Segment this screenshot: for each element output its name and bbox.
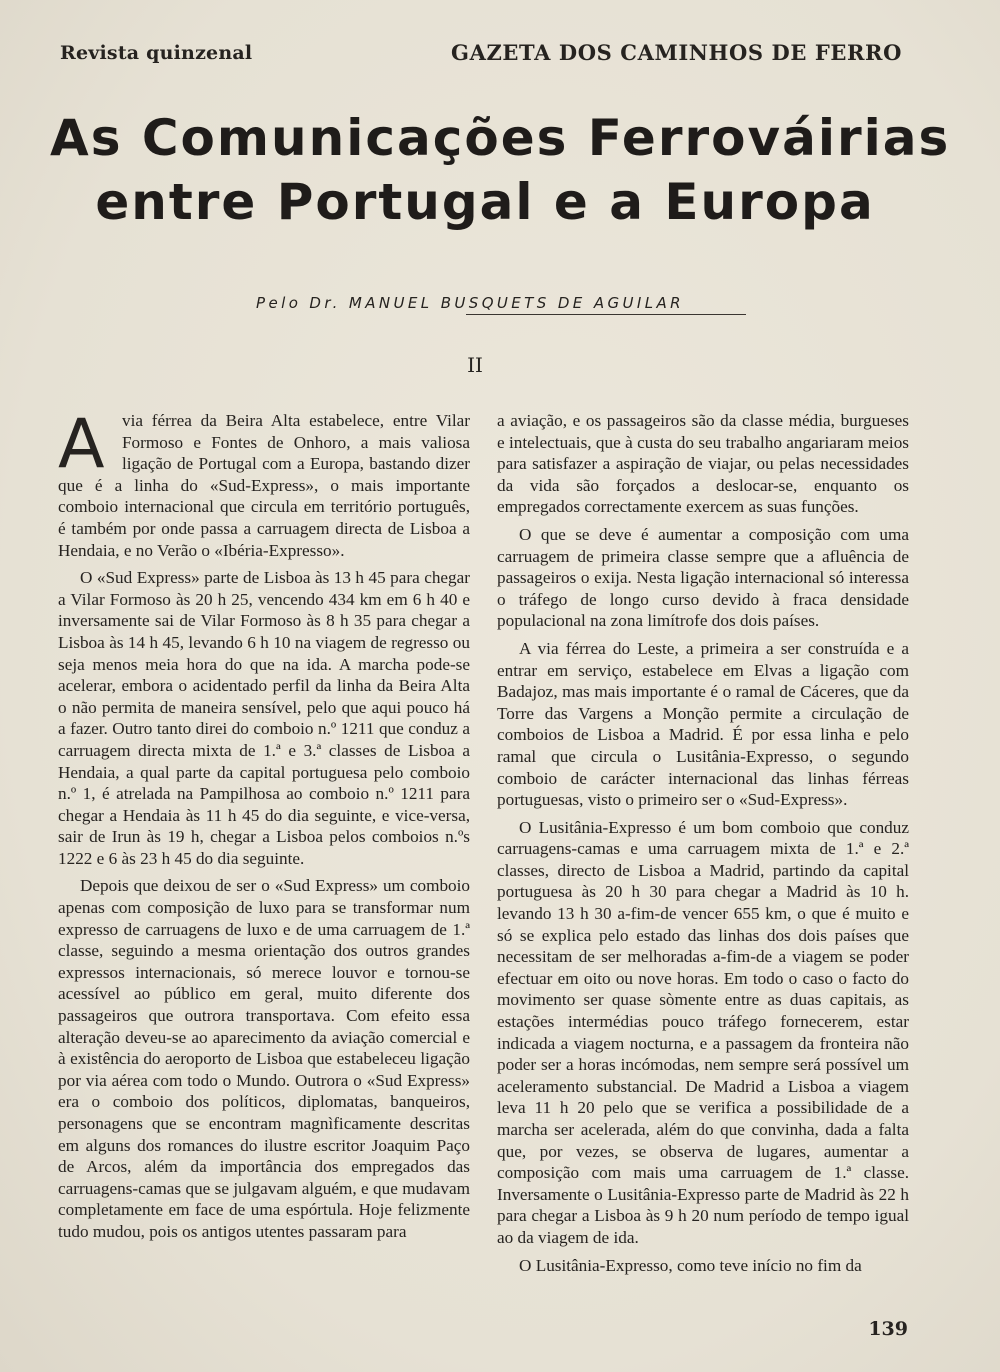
author-byline: Pelo Dr. MANUEL BUSQUETS DE AGUILAR	[256, 294, 684, 312]
paragraph: O «Sud Express» parte de Lisboa às 13 h 45 para chegar a Vilar Formoso às 20 h 25, vencendo 434 km em 6 h 40 e inversamente sai de Vilar Formoso às 8 h 35 para chegar a Lisboa às 14 h 45, levando 6 h 10 na viagem de regresso ou seja menos meia hora do que na ida. A marcha pode-se acelerar, embora o acidentado perfil da linha da Beira Alta o não permita de maneira sensível, pelo que aqui pouco há a fazer. Outro tanto direi do comboio n.º 1211 que conduz a carruagem directa mixta de 1.ª e 3.ª classes de Lisboa a Hendaia, a qual parte da capital portuguesa pelo comboio n.º 1, é atrelada na Pampilhosa ao comboio n.º 1211 para chegar a Hendaia às 11 h 45 do dia seguinte, e vice-versa, sair de Irun às 19 h, chegar a Lisboa pelos comboios n.ºs 1222 e 6 às 23 h 45 do dia seguinte.	[58, 568, 470, 868]
paragraph	[58, 405, 470, 561]
left-column	[58, 405, 470, 1249]
section-number: II	[467, 353, 483, 377]
paragraph: a aviação, e os passageiros são da classe média, burgueses e intelectuais, que à custa do seu trabalho angariaram meios para satisfazer a aspiração de viajar, ou pelas necessidades da vida são forçados a deslocar-se, enquanto os empregados correctamente exercem as suas funções.	[497, 411, 909, 517]
byline-underline	[466, 314, 746, 315]
paragraph: O Lusitânia-Expresso é um bom comboio que conduz carruagens-camas e uma carruagem mixta de 1.ª e 2.ª classes, directo de Lisboa a Madrid, partindo da capital portuguesa às 20 h 30 para chegar a Madrid às 10 h. levando 13 h 30 a-fim-de vencer 655 km, o que é muito e só se explica pelo estado das linhas dos dois países que necessitam de ser melhoradas a-fim-de a viagem se poder efectuar em oito ou nove horas. Em todo o caso o facto do movimento ser quase sòmente entre as duas capitais, as estações intermédias pouco tráfego fornecerem, estar indicada a viagem nocturna, e a passagem da fronteira não poder ser a horas incómodas, nem sempre será possível um aceleramento substancial. De Madrid a Lisboa a viagem leva 11 h 20 pelo que se verifica a possibilidade de a marcha ser acelerada, além do que convinha, dada a falta que, por vezes, se observa de lugares, aumentar a composição com mais uma carruagem de 1.ª classe. Inversamente o Lusitânia-Expresso parte de Madrid às 22 h para chegar a Lisboa às 9 h 20 num período de tempo igual ao da viagem de ida.	[497, 817, 909, 1247]
drop-cap: A	[58, 405, 105, 484]
header-right: GAZETA DOS CAMINHOS DE FERRO	[451, 40, 902, 65]
paragraph: O Lusitânia-Expresso, como teve início no fim da	[519, 1255, 862, 1275]
paragraph: O que se deve é aumentar a composição com uma carruagem de primeira classe sempre que a afluência de passageiros o exija. Nesta ligação internacional só interessa o tráfego de longo curso devido à fraca densidade populacional na zona limítrofe dos dois países.	[497, 524, 909, 631]
paragraph: Depois que deixou de ser o «Sud Express» um comboio apenas com composição de luxo para se transformar num expresso de carruagens de luxo e de uma carruagem de 1.ª classe, seguindo a mesma orientação dos outros grandes expressos internacionais, só merece louvor e tornou-se acessível ao público em geral, muito diferente dos passageiros que outrora transportava. Com efeito essa alteração deveu-se ao aparecimento da aviação comercial e à existência do aeroporto de Lisboa que estabeleceu ligação por via aérea com todo o Mundo. Outrora o «Sud Express» era o comboio dos políticos, diplomatas, banqueiros, personagens que se encontram magnìficamente descritas em alguns dos romances do ilustre escritor Joaquim Paço de Arcos, além da importância dos empregados das carruagens-camas que se julgavam alguém, e que mudavam completamente em face de uma espórtula. Hoje felizmente tudo mudou, pois os antigos utentes passaram para	[58, 876, 470, 1241]
page-number: 139	[868, 1318, 908, 1340]
paragraph-text: via férrea da Beira Alta estabelece, entre Vilar Formoso e Fontes de Onhoro, a mais valiosa ligação de Portugal com a Europa, bastando dizer que é a linha do «Sud-Express», o mais importante comboio internacional que circula em território português, é também por onde passa a carruagem directa de Lisboa a Hendaia, e no Verão o «Ibéria-Expresso».	[58, 411, 470, 560]
paragraph: A via férrea do Leste, a primeira a ser construída e a entrar em serviço, estabelece em Elvas a ligação com Badajoz, mas mais importante é o ramal de Cáceres, que da Torre das Vargens a Monção permite a circulação de comboios de Lisboa a Madrid. É por essa linha e pelo ramal que circula o Lusitânia-Expresso, o segundo comboio de carácter internacional das linhas férreas portuguesas, visto o primeiro ser o «Sud-Express».	[497, 638, 909, 810]
title-line-1: As Comunicações Ferrováirias	[50, 109, 951, 167]
right-column	[497, 410, 909, 1282]
article-title	[50, 106, 951, 234]
header-left: Revista quinzenal	[60, 42, 253, 64]
title-line-2: entre Portugal e a Europa	[95, 173, 875, 231]
